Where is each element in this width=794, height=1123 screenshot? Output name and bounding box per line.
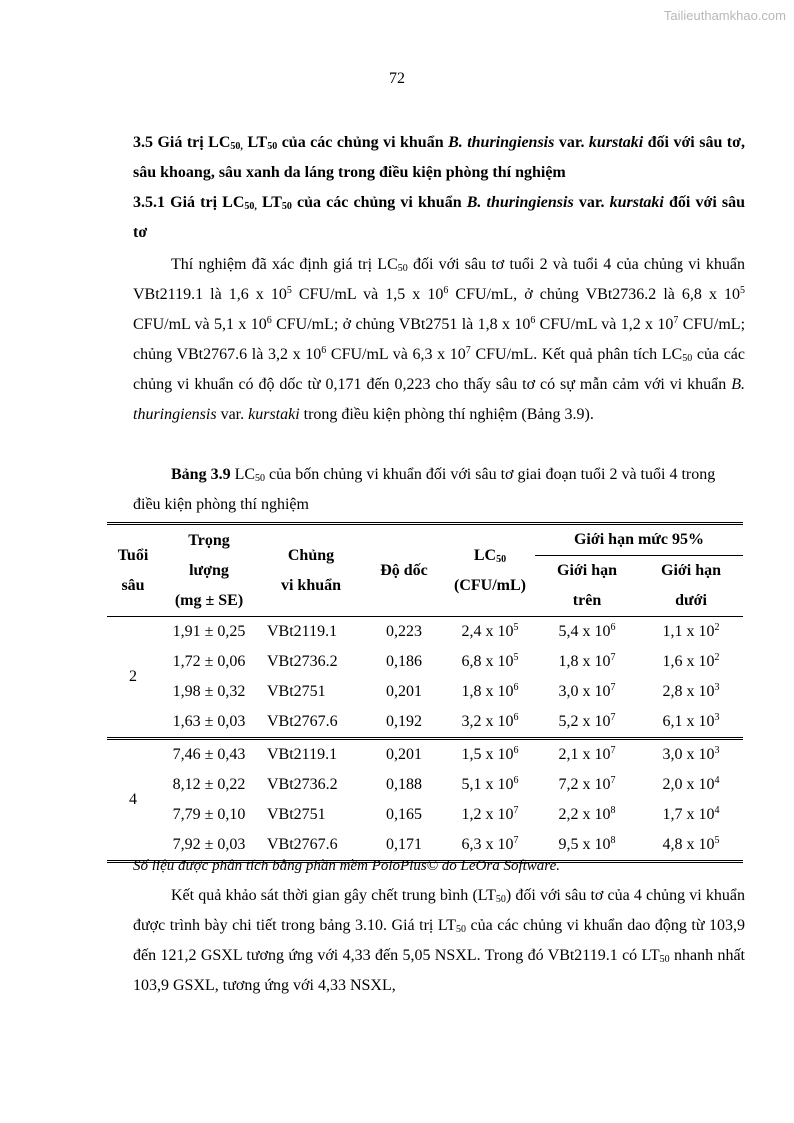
page-number: 72: [389, 70, 405, 87]
table-row: [107, 770, 743, 800]
header-limit: Giới hạn mức 95%: [535, 524, 743, 556]
lower-limit-cell: 4,8 x $10^5$: [662, 835, 720, 853]
lc50-cell: 3,2 x $10^6$: [461, 712, 519, 730]
weight-cell: 8,12 ± 0,22: [172, 776, 246, 793]
section-heading-3-5-1: 3.5.1 Giá trị $LC_{50,}$ $LT_{50}$ của các chủng vi khuẩn B. thuringiensis var. kurstaki đối với sâu tơ: [133, 194, 746, 241]
strain-cell: VBt2767.6: [267, 713, 338, 730]
header-slope: Độ dốc: [380, 561, 428, 579]
lower-limit-cell: 1,7 x $10^4$: [662, 805, 720, 823]
upper-limit-cell: 5,4 x $10^6$: [535, 617, 639, 648]
upper-limit-cell: 5,2 x $10^7$: [558, 712, 616, 730]
header-age: Tuổi sâu: [117, 546, 149, 594]
lower-limit-cell: 2,8 x $10^3$: [662, 682, 720, 700]
slope-cell: 0,188: [386, 776, 422, 793]
weight-cell: 7,46 ± 0,43: [159, 739, 259, 771]
age-cell: 4: [107, 739, 159, 862]
lc50-table: [107, 522, 743, 863]
table-row: [107, 677, 743, 707]
table-row: [107, 739, 743, 771]
table-row: [107, 800, 743, 830]
lc50-cell: 2,4 x $10^5$: [445, 617, 535, 648]
weight-cell: 7,92 ± 0,03: [172, 836, 246, 853]
strain-cell: VBt2119.1: [259, 739, 363, 771]
table-row: [107, 830, 743, 862]
weight-cell: 1,98 ± 0,32: [172, 683, 246, 700]
header-weight: Trọng lượng (mg ± SE): [174, 531, 244, 609]
lower-limit-cell: 3,0 x $10^3$: [639, 739, 743, 771]
upper-limit-cell: 2,1 x $10^7$: [535, 739, 639, 771]
upper-limit-cell: 7,2 x $10^7$: [558, 775, 616, 793]
strain-cell: VBt2767.6: [267, 836, 338, 853]
strain-cell: VBt2751: [267, 806, 326, 823]
lower-limit-cell: 6,1 x $10^3$: [662, 712, 720, 730]
body-paragraph-2: Kết quả khảo sát thời gian gây chết trung bình $(LT_{50})$ đối với sâu tơ của 4 chủng vi khuẩn được trình bày chi tiết trong bảng 3.10. Giá trị $LT_{50}$ của các chủng vi khuẩn dao động từ 103,9 đến 121,2 GSXL tương ứng với 4,33 đến 5,05 NSXL. Trong đó VBt2119.1 có $LT_{50}$ nhanh nhất 103,9 GSXL, tương ứng với 4,33 NSXL,: [133, 887, 746, 994]
slope-cell: 0,186: [386, 653, 422, 670]
strain-cell: VBt2119.1: [259, 617, 363, 648]
strain-cell: VBt2751: [267, 683, 326, 700]
upper-limit-cell: 2,2 x $10^8$: [558, 805, 616, 823]
lc50-cell: 6,3 x $10^7$: [461, 835, 519, 853]
weight-cell: 1,63 ± 0,03: [172, 713, 246, 730]
lc50-cell: 6,8 x $10^5$: [461, 652, 519, 670]
weight-cell: 7,79 ± 0,10: [172, 806, 246, 823]
lc50-cell: 1,2 x $10^7$: [461, 805, 519, 823]
table-row: [107, 647, 743, 677]
lc50-cell: 5,1 x $10^6$: [461, 775, 519, 793]
header-lc50: $LC_{50}$ (CFU/mL): [454, 546, 526, 594]
strain-cell: VBt2736.2: [267, 653, 338, 670]
strain-cell: VBt2736.2: [267, 776, 338, 793]
body-paragraph-1: Thí nghiệm đã xác định giá trị $LC_{50}$ đối với sâu tơ tuổi 2 và tuổi 4 của chủng vi khuẩn VBt2119.1 là 1,6 x $10^5$ CFU/mL và 1,5 x $10^6$ CFU/mL, ở chủng VBt2736.2 là 6,8 x $10^5$ CFU/mL và 5,1 x $10^6$ CFU/mL; ở chủng VBt2751 là 1,8 x $10^6$ CFU/mL và 1,2 x $10^7$ CFU/mL; chủng VBt2767.6 là 3,2 x $10^6$ CFU/mL và 6,3 x $10^7$ CFU/mL. Kết quả phân tích $LC_{50}$ của các chủng vi khuẩn có độ dốc từ 0,171 đến 0,223 cho thấy sâu tơ có sự mẫn cảm với vi khuẩn B. thuringiensis var. kurstaki trong điều kiện phòng thí nghiệm (Bảng 3.9).: [133, 256, 746, 423]
table-row: [107, 617, 743, 648]
slope-cell: 0,201: [363, 739, 445, 771]
table-row: [107, 707, 743, 739]
lc50-cell: 1,5 x $10^6$: [445, 739, 535, 771]
watermark: Tailieuthamkhao.com: [663, 8, 786, 23]
header-lower-limit: Giới hạn dưới: [661, 562, 721, 609]
slope-cell: 0,192: [386, 713, 422, 730]
slope-cell: 0,165: [386, 806, 422, 823]
weight-cell: 1,91 ± 0,25: [159, 617, 259, 648]
lower-limit-cell: 1,1 x $10^2$: [639, 617, 743, 648]
table-caption: Bảng 3.9 $LC_{50}$ của bốn chủng vi khuẩn đối với sâu tơ giai đoạn tuổi 2 và tuổi 4 trong điều kiện phòng thí nghiệm: [133, 466, 716, 513]
header-strain: Chủng vi khuẩn: [280, 546, 342, 594]
lower-limit-cell: 2,0 x $10^4$: [662, 775, 720, 793]
slope-cell: 0,223: [363, 617, 445, 648]
lc50-cell: 1,8 x $10^6$: [461, 682, 519, 700]
table-note: Số liệu được phân tích bằng phần mềm PoloPlus© do LeOra Software.: [133, 858, 560, 874]
upper-limit-cell: 1,8 x $10^7$: [558, 652, 616, 670]
age-cell: 2: [107, 617, 159, 739]
header-upper-limit: Giới hạn trên: [557, 562, 617, 609]
slope-cell: 0,201: [386, 683, 422, 700]
weight-cell: 1,72 ± 0,06: [172, 653, 246, 670]
section-heading-3-5: 3.5 Giá trị $LC_{50,}$ $LT_{50}$ của các chủng vi khuẩn B. thuringiensis var. kurstaki đối với sâu tơ, sâu khoang, sâu xanh da láng trong điều kiện phòng thí nghiệm: [133, 134, 745, 181]
upper-limit-cell: 9,5 x $10^8$: [558, 835, 616, 853]
slope-cell: 0,171: [386, 836, 422, 853]
upper-limit-cell: 3,0 x $10^7$: [558, 682, 616, 700]
lower-limit-cell: 1,6 x $10^2$: [662, 652, 720, 670]
